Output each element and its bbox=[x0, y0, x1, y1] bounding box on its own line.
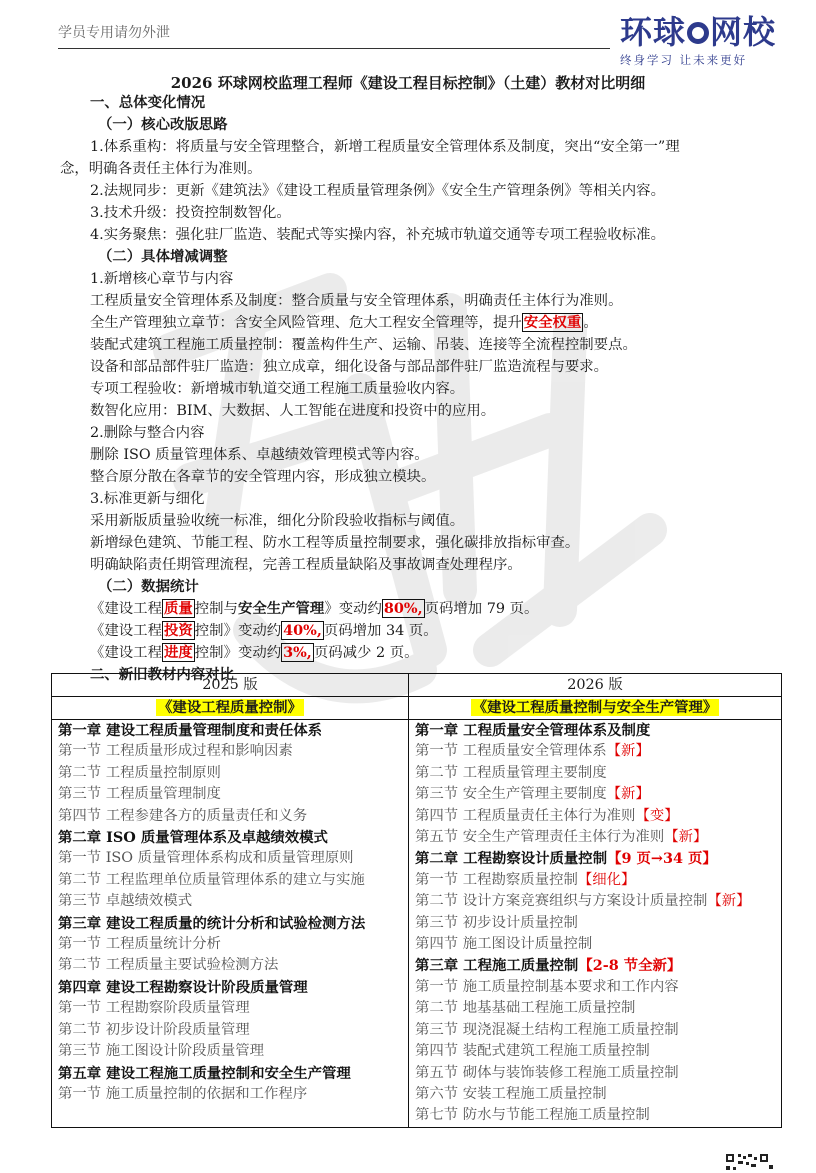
paragraph: 专项工程验收：新增城市轨道交通工程施工质量验收内容。 bbox=[90, 381, 465, 397]
book-title-2025: 《建设工程质量控制》 bbox=[52, 697, 409, 720]
highlight-box: 安全权重 bbox=[523, 314, 582, 331]
paragraph: 设备和部品部件驻厂监造：独立成章，细化设备与部品部件驻厂监造流程与要求。 bbox=[90, 359, 609, 375]
toc-section: 第二节 地基基础工程施工质量控制 bbox=[415, 1000, 636, 1017]
paragraph: 3.标准更新与细化 bbox=[90, 491, 205, 507]
toc-section: 第一节 工程勘察质量控制【细化】 bbox=[415, 871, 636, 888]
toc-section: 第二节 设计方案竞赛组织与方案设计质量控制【新】 bbox=[415, 893, 751, 910]
toc-chapter: 第四章 建设工程勘察设计阶段质量管理 bbox=[58, 978, 308, 996]
toc-section: 第五节 安全生产管理责任主体行为准则【新】 bbox=[415, 829, 708, 846]
toc-section: 第二节 工程质量主要试验检测方法 bbox=[58, 957, 279, 974]
confidential-note: 学员专用请勿外泄 bbox=[58, 25, 170, 41]
toc-section: 第一节 工程勘察阶段质量管理 bbox=[58, 1000, 250, 1017]
toc-2026 bbox=[409, 720, 782, 1128]
paragraph: 数智化应用：BIM、大数据、人工智能在进度和投资中的应用。 bbox=[90, 403, 496, 419]
toc-chapter: 第二章 ISO 质量管理体系及卓越绩效模式 bbox=[58, 829, 328, 847]
toc-chapter: 第一章 工程质量安全管理体系及制度 bbox=[415, 722, 651, 739]
toc-section: 第四节 装配式建筑工程施工质量控制 bbox=[415, 1043, 650, 1060]
toc-section: 第一节 工程质量形成过程和影响因素 bbox=[58, 743, 293, 760]
toc-section: 第二节 初步设计阶段质量管理 bbox=[58, 1021, 250, 1038]
paragraph: 1.体系重构：将质量与安全管理整合，新增工程质量安全管理体系及制度，突出“安全第一”理 bbox=[90, 139, 680, 155]
paragraph: 删除 ISO 质量管理体系、卓越绩效管理模式等内容。 bbox=[90, 447, 429, 463]
toc-2025 bbox=[52, 720, 409, 1128]
toc-section: 第一节 施工质量控制基本要求和工作内容 bbox=[415, 978, 679, 995]
logo-wordmark: 环球 网校 bbox=[620, 13, 777, 51]
subsection-heading: （二）数据统计 bbox=[98, 578, 199, 595]
toc-section: 第四节 工程参建各方的质量责任和义务 bbox=[58, 807, 308, 824]
toc-section: 第四节 施工图设计质量控制 bbox=[415, 936, 593, 953]
change-tag: 【9 页→34 页】 bbox=[607, 850, 717, 868]
toc-section: 第一节 工程质量安全管理体系【新】 bbox=[415, 743, 650, 760]
paragraph: 工程质量安全管理体系及制度：整合质量与安全管理体系，明确责任主体行为准则。 bbox=[90, 293, 623, 309]
paragraph: 3.技术升级：投资控制数智化。 bbox=[90, 205, 291, 221]
change-tag: 【细化】 bbox=[577, 871, 636, 888]
toc-chapter: 第三章 工程施工质量控制【2-8 节全新】 bbox=[415, 957, 682, 975]
toc-section: 第四节 工程质量责任主体行为准则【变】 bbox=[415, 807, 679, 824]
toc-chapter: 第二章 工程勘察设计质量控制【9 页→34 页】 bbox=[415, 850, 717, 868]
paragraph: 全生产管理独立章节：含安全风险管理、危大工程安全管理等，提升 安全权重 。 bbox=[90, 314, 598, 331]
subsection-heading: （一）核心改版思路 bbox=[98, 116, 228, 133]
qr-code bbox=[724, 1152, 776, 1173]
toc-section: 第三节 卓越绩效模式 bbox=[58, 893, 193, 910]
toc-section: 第三节 安全生产管理主要制度【新】 bbox=[415, 786, 650, 803]
paragraph: 采用新版质量验收统一标准，细化分阶段验收指标与阈值。 bbox=[90, 513, 465, 529]
subsection-heading: （二）具体增减调整 bbox=[98, 248, 228, 265]
brand-logo bbox=[620, 14, 790, 70]
paragraph: 2.删除与整合内容 bbox=[90, 425, 205, 441]
change-tag: 【新】 bbox=[606, 786, 650, 803]
highlight-box: 质量 bbox=[163, 600, 193, 617]
paragraph: 2.法规同步：更新《建筑法》《建设工程质量管理条例》《安全生产管理条例》等相关内容。 bbox=[90, 183, 665, 199]
toc-section: 第七节 防水与节能工程施工质量控制 bbox=[415, 1107, 650, 1124]
document-body bbox=[60, 92, 790, 686]
document-title: 2026 环球网校监理工程师《建设工程目标控制》（土建）教材对比明细 bbox=[170, 74, 646, 92]
section-heading: 二、新旧教材内容对比 bbox=[90, 666, 234, 683]
paragraph: 新增绿色建筑、节能工程、防水工程等质量控制要求，强化碳排放指标审查。 bbox=[90, 535, 580, 551]
paragraph: 1.新增核心章节与内容 bbox=[90, 271, 234, 287]
book-title-2026: 《建设工程质量控制与安全生产管理》 bbox=[409, 697, 782, 720]
paragraph: 明确缺陷责任期管理流程，完善工程质量缺陷及事故调查处理程序。 bbox=[90, 557, 522, 573]
change-tag: 【2-8 节全新】 bbox=[578, 957, 682, 975]
toc-section: 第六节 安装工程施工质量控制 bbox=[415, 1085, 607, 1102]
comparison-table bbox=[51, 673, 782, 1128]
toc-section: 第五节 砌体与装饰装修工程施工质量控制 bbox=[415, 1064, 679, 1081]
stat-line: 《建设工程 质量 控制与安全生产管理》变动约 80%, 页码增加 79 页。 bbox=[90, 600, 539, 617]
paragraph: 4.实务聚焦：强化驻厂监造、装配式等实操内容，补充城市轨道交通等专项工程验收标准。 bbox=[90, 227, 665, 243]
change-tag: 【新】 bbox=[707, 893, 751, 910]
toc-chapter: 第三章 建设工程质量的统计分析和试验检测方法 bbox=[58, 914, 366, 932]
highlight-box: 进度 bbox=[163, 644, 193, 661]
change-tag: 【新】 bbox=[664, 829, 708, 846]
stat-percent: 3%, bbox=[283, 644, 312, 661]
logo-slogan: 终身学习 让未来更好 bbox=[620, 53, 748, 67]
toc-section: 第一节 ISO 质量管理体系构成和质量管理原则 bbox=[58, 850, 354, 867]
column-header-2026: 2026 版 bbox=[409, 674, 782, 697]
toc-section: 第一节 工程质量统计分析 bbox=[58, 936, 221, 953]
stat-line: 《建设工程 进度 控制》变动约 3%, 页码减少 2 页。 bbox=[90, 644, 419, 661]
stat-percent: 40%, bbox=[283, 622, 322, 639]
toc-section: 第二节 工程监理单位质量管理体系的建立与实施 bbox=[58, 871, 365, 888]
toc-section: 第二节 工程质量管理主要制度 bbox=[415, 764, 607, 781]
stat-line: 《建设工程 投资 控制》变动约 40%, 页码增加 34 页。 bbox=[90, 622, 438, 639]
toc-chapter: 第五章 建设工程施工质量控制和安全生产管理 bbox=[58, 1064, 351, 1082]
toc-section: 第一节 施工质量控制的依据和工作程序 bbox=[58, 1085, 308, 1102]
toc-section: 第三节 初步设计质量控制 bbox=[415, 914, 578, 931]
paragraph: 念，明确各责任主体行为准则。 bbox=[60, 161, 262, 177]
change-tag: 【变】 bbox=[635, 807, 679, 824]
paragraph: 整合原分散在各章节的安全管理内容，形成独立模块。 bbox=[90, 469, 436, 485]
toc-section: 第三节 工程质量管理制度 bbox=[58, 786, 221, 803]
paragraph: 装配式建筑工程施工质量控制：覆盖构件生产、运输、吊装、连接等全流程控制要点。 bbox=[90, 337, 637, 353]
toc-section: 第三节 施工图设计阶段质量管理 bbox=[58, 1043, 265, 1060]
stat-percent: 80%, bbox=[383, 600, 423, 617]
toc-chapter: 第一章 建设工程质量管理制度和责任体系 bbox=[58, 722, 323, 739]
toc-section: 第二节 工程质量控制原则 bbox=[58, 764, 221, 781]
header-divider bbox=[58, 48, 610, 49]
change-tag: 【新】 bbox=[606, 743, 650, 760]
toc-section: 第三节 现浇混凝土结构工程施工质量控制 bbox=[415, 1021, 679, 1038]
section-heading: 一、总体变化情况 bbox=[90, 94, 206, 111]
highlight-box: 投资 bbox=[163, 622, 193, 639]
column-header-2025: 2025 版 bbox=[52, 674, 409, 697]
